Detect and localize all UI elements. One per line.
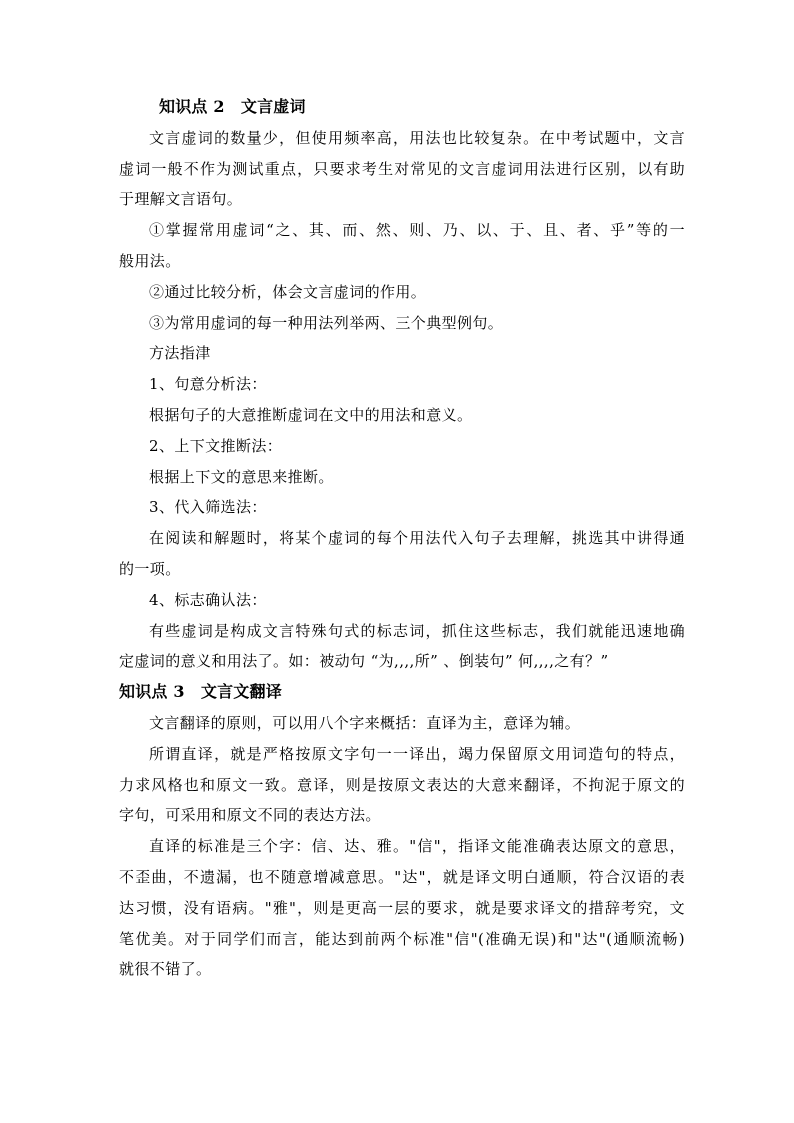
translation-standards-paragraph xyxy=(119,831,685,985)
document-page xyxy=(119,92,685,985)
list-item-1 xyxy=(119,215,685,277)
text-line: 的一项。 xyxy=(119,559,181,578)
literal-vs-free-translation-paragraph xyxy=(119,739,685,831)
method-guide-title: 方法指津 xyxy=(149,344,211,363)
method-1-title: 1、句意分析法： xyxy=(149,375,267,394)
text-line: 力求风格也和原文一致。意译，则是按原文表达的大意来翻译，不拘泥于原文的 xyxy=(119,775,685,794)
text-line: 笔优美。对于同学们而言，能达到前两个标准"信"(准确无误)和"达"(通顺流畅) xyxy=(119,929,685,948)
intro-paragraph xyxy=(119,123,685,215)
text-line: 在阅读和解题时，将某个虚词的每个用法代入句子去理解，挑选其中讲得通 xyxy=(149,529,685,548)
method-3-title: 3、代入筛选法： xyxy=(149,498,267,517)
text-line: 于理解文言语句。 xyxy=(119,190,243,209)
method-2-title: 2、上下文推断法： xyxy=(149,436,283,455)
method-4-text xyxy=(119,616,685,678)
list-item-3: ③为常用虚词的每一种用法列举两、三个典型例句。 xyxy=(149,313,504,332)
text-line: 不歪曲，不遗漏，也不随意增减意思。"达"，就是译文明白通顺，符合汉语的表 xyxy=(119,867,685,886)
text-line: 直译的标准是三个字：信、达、雅。"信"，指译文能准确表达原文的意思， xyxy=(149,837,685,856)
method-1-text: 根据句子的大意推断虚词在文中的用法和意义。 xyxy=(149,405,473,424)
translation-principle-paragraph: 文言翻译的原则，可以用八个字来概括：直译为主，意译为辅。 xyxy=(149,713,581,732)
text-line: 般用法。 xyxy=(119,251,181,270)
section-heading-knowledge-point-2: 知识点 2 文言虚词 xyxy=(159,97,306,116)
text-line: 有些虚词是构成文言特殊句式的标志词，抓住这些标志，我们就能迅速地确 xyxy=(149,621,685,640)
text-line: 所谓直译，就是严格按原文字句一一译出，竭力保留原文用词造句的特点， xyxy=(149,744,685,763)
method-2-text: 根据上下文的意思来推断。 xyxy=(149,467,334,486)
text-line: 就很不错了。 xyxy=(119,960,212,979)
text-line: 虚词一般不作为测试重点，只要求考生对常见的文言虚词用法进行区别，以有助 xyxy=(119,159,685,178)
method-3-text xyxy=(119,523,685,585)
text-line: 文言虚词的数量少，但使用频率高，用法也比较复杂。在中考试题中，文言 xyxy=(149,128,685,147)
text-line: 达习惯，没有语病。"雅"，则是更高一层的要求，就是要求译文的措辞考究，文 xyxy=(119,898,685,917)
list-item-2: ②通过比较分析，体会文言虚词的作用。 xyxy=(149,282,427,301)
section-heading-knowledge-point-3: 知识点 3 文言文翻译 xyxy=(119,682,282,702)
text-line: ①掌握常用虚词“之、其、而、然、则、乃、以、于、且、者、乎”等的一 xyxy=(149,221,685,240)
text-line: 字句，可采用和原文不同的表达方法。 xyxy=(119,806,381,825)
text-line: 定虚词的意义和用法了。如：被动句 “为,,,,所” 、倒装句” 何,,,,之有？” xyxy=(119,652,609,671)
method-4-title: 4、标志确认法： xyxy=(149,590,267,609)
